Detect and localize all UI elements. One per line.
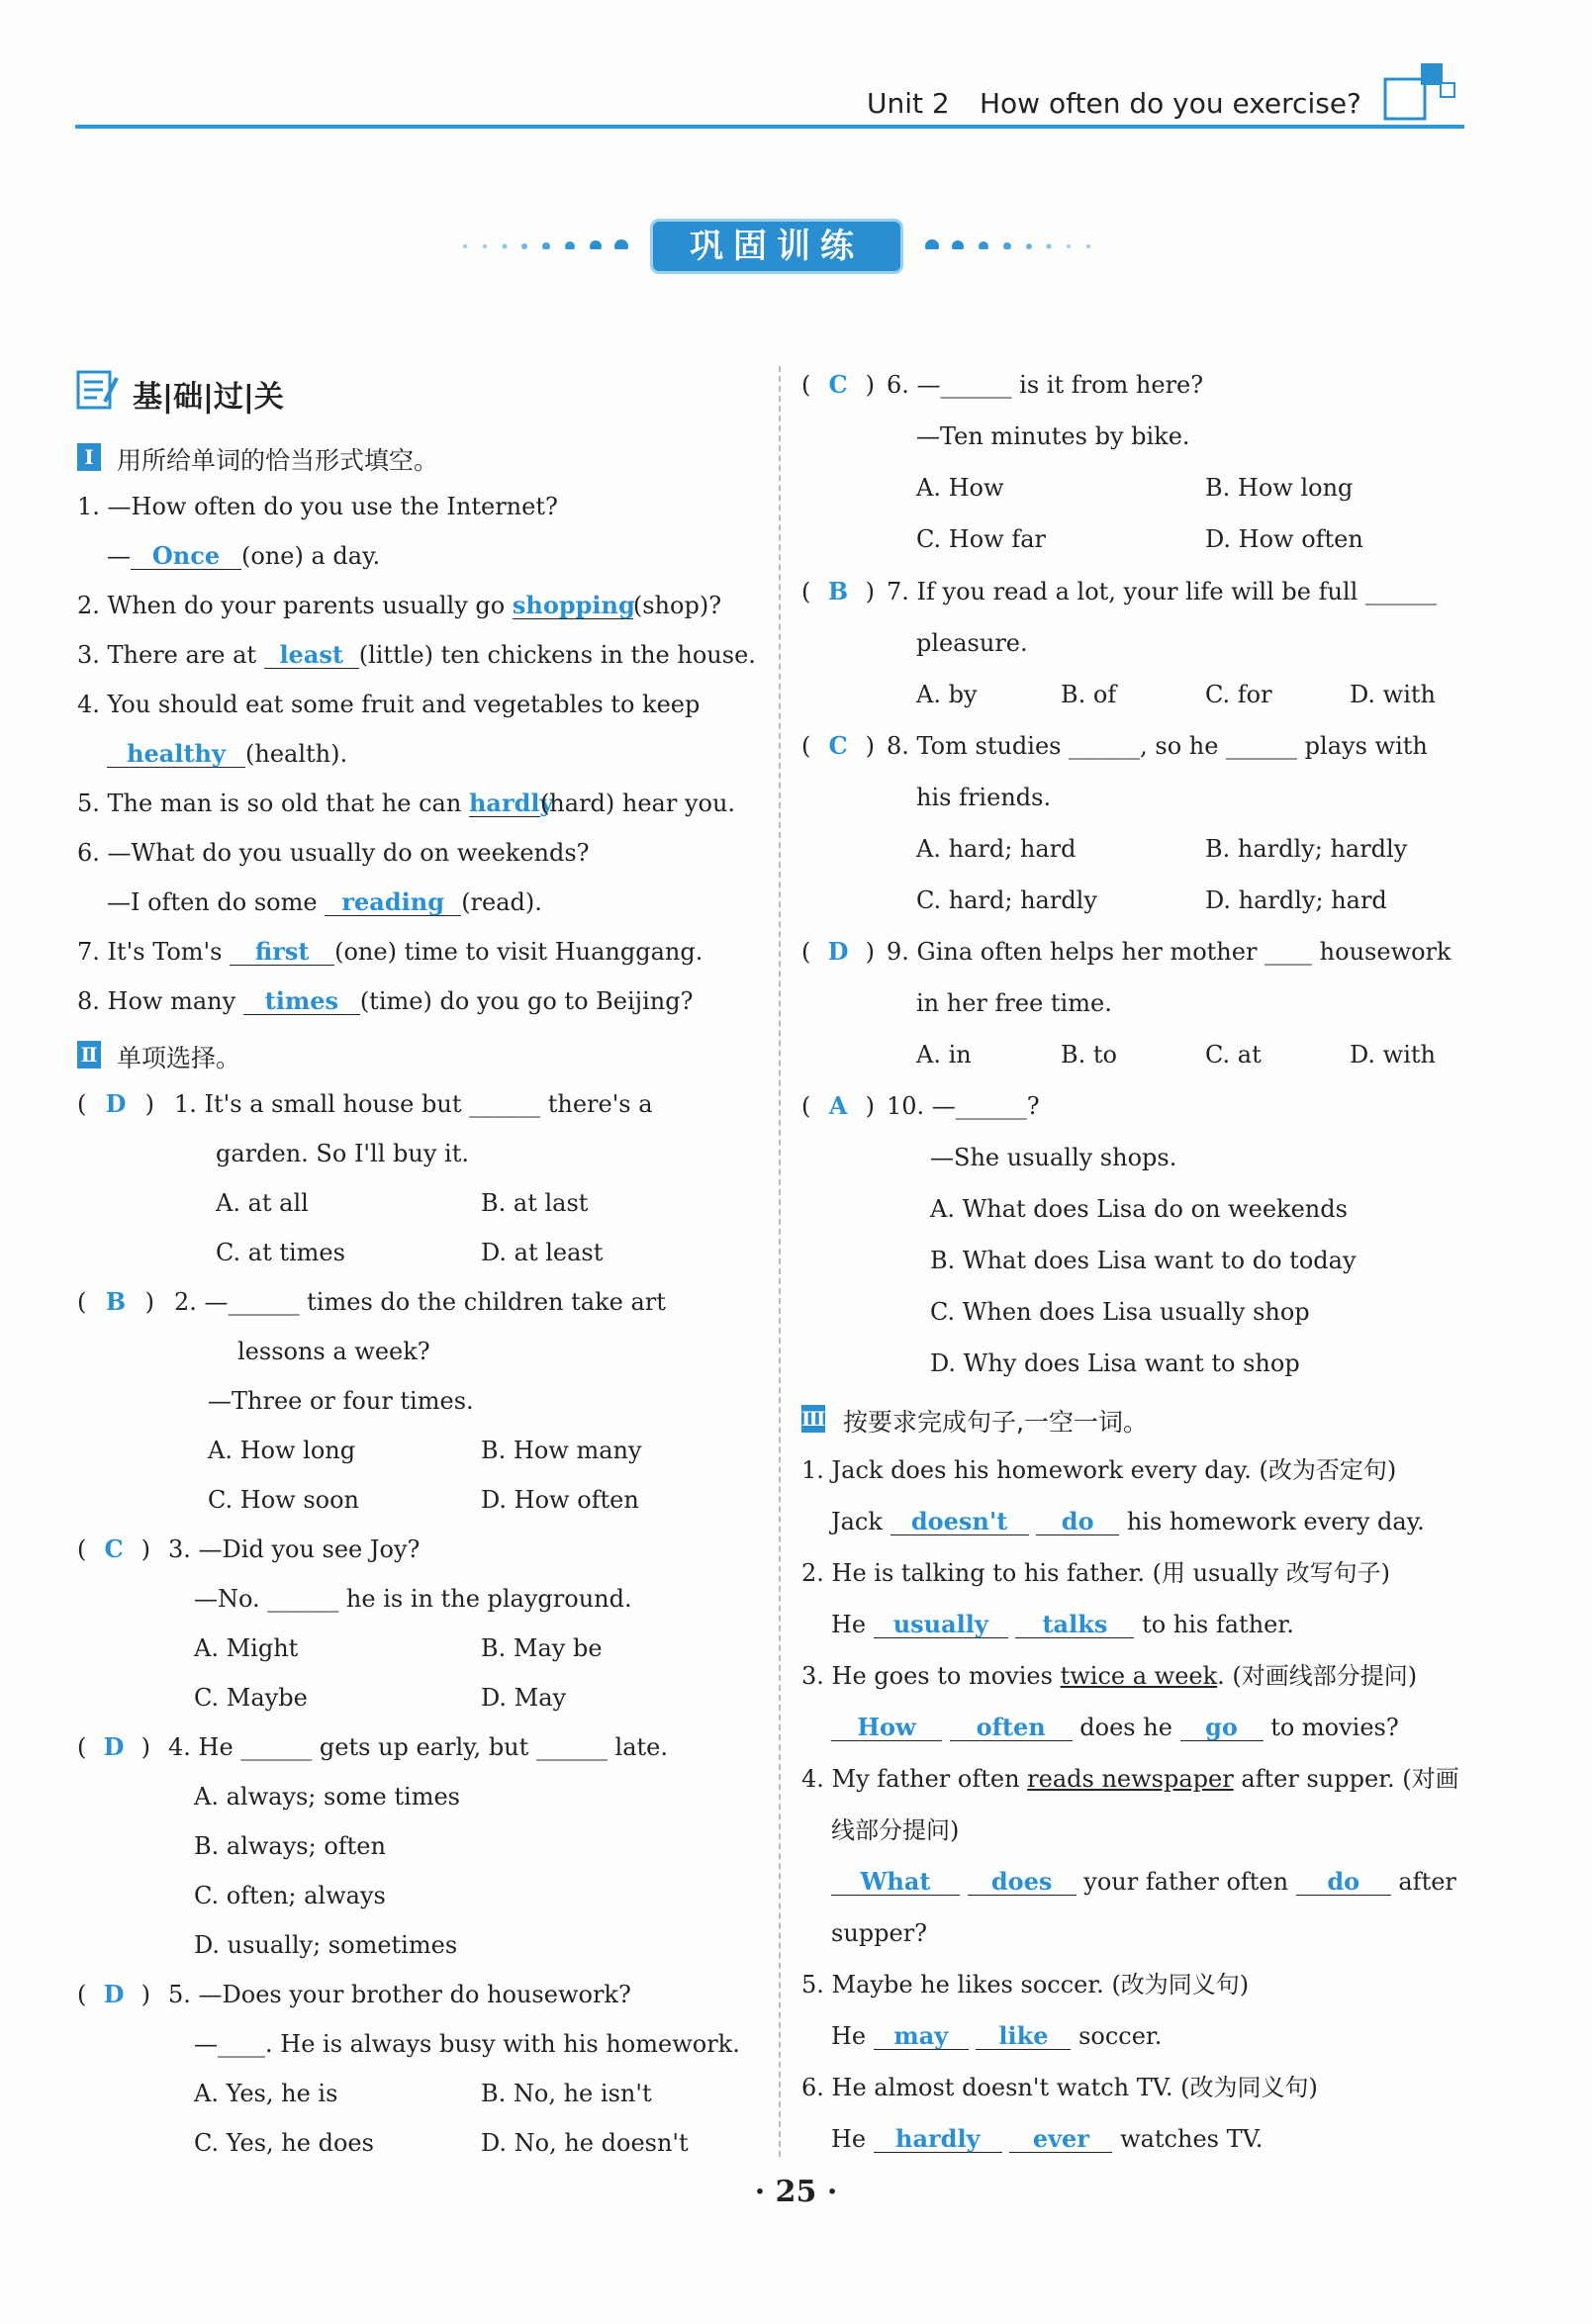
mc-q10-opt-c: C. When does Lisa usually shop xyxy=(930,1298,1310,1326)
mc-q7-opt-d: D. with xyxy=(1350,681,1436,708)
mc-q9-opt-d: D. with xyxy=(1350,1041,1436,1069)
p3-q1-post: his homework every day. xyxy=(1126,1508,1425,1535)
p3-q4-end: after xyxy=(1398,1868,1456,1896)
p1-q7-post: (one) time to visit Huanggang. xyxy=(334,938,703,966)
mc-q5b: —____. He is always busy with his homework. xyxy=(194,2030,740,2058)
p1-q6b-post: (read). xyxy=(461,888,542,916)
p1-q1a: 1. —How often do you use the Internet? xyxy=(77,493,558,520)
p3-q3-answer3: go xyxy=(1180,1715,1264,1741)
mc-q2c: —Three or four times. xyxy=(208,1387,474,1415)
p1-q2-pre: 2. When do your parents usually go xyxy=(77,592,506,619)
p1-q6a: 6. —What do you usually do on weekends? xyxy=(77,839,590,867)
part3-heading: 按要求完成句子,一空一词。 xyxy=(843,1408,1148,1437)
mc-q3a: 3. —Did you see Joy? xyxy=(168,1535,421,1563)
mc-q2a: 2. —______ times do the children take art xyxy=(174,1288,666,1316)
p3-q6-post: watches TV. xyxy=(1120,2125,1264,2153)
p3-q4-post: after supper. (对画 xyxy=(1241,1765,1459,1793)
p3-q5-pre: He xyxy=(831,2022,867,2050)
mc-q10-opt-a: A. What does Lisa do on weekends xyxy=(930,1195,1348,1223)
mc-q9-answer: D xyxy=(827,937,849,966)
mc-q2-opt-c: C. How soon xyxy=(208,1486,359,1514)
p3-q2-line xyxy=(831,1610,1294,1639)
mc-q7b: pleasure. xyxy=(916,629,1028,657)
mc-q5-opt-b: B. No, he isn't xyxy=(481,2080,652,2107)
mc-q2-answer: B xyxy=(105,1287,127,1316)
p1-q2-answer: shopping xyxy=(512,591,635,619)
mc-q6-opt-b: B. How long xyxy=(1205,474,1354,502)
mc-q9-opt-c: C. at xyxy=(1205,1041,1262,1069)
p3-q2-post: to his father. xyxy=(1142,1611,1294,1638)
mc-q3b: —No. ______ he is in the playground. xyxy=(194,1585,632,1613)
mc-q2-opt-d: D. How often xyxy=(481,1486,639,1514)
notebook-icon xyxy=(75,368,119,412)
mc-q5a: 5. —Does your brother do housework? xyxy=(168,1981,631,2008)
p1-q3-post: (little) ten chickens in the house. xyxy=(358,641,756,669)
p1-q7-pre: 7. It's Tom's xyxy=(77,938,223,966)
banner-title: 巩固训练 xyxy=(690,227,864,266)
mc-q6-bracket: ( C ) xyxy=(801,370,875,399)
banner-dots-left xyxy=(455,237,633,249)
banner-dots-right xyxy=(920,237,1098,249)
mc-q10-answer: A xyxy=(828,1091,848,1120)
p1-q5-answer: hardly xyxy=(468,789,554,817)
mc-q3-opt-c: C. Maybe xyxy=(194,1684,308,1712)
p3-q4-pre: 4. My father often xyxy=(801,1765,1020,1793)
p1-q8-answer: times xyxy=(243,988,360,1015)
mc-q7-answer: B xyxy=(827,577,849,605)
mc-q6a: 6. —______ is it from here? xyxy=(887,371,1204,399)
p1-q8-post: (time) do you go to Beijing? xyxy=(359,987,694,1015)
p3-q4-answer3: do xyxy=(1296,1869,1391,1896)
mc-q6-opt-d: D. How often xyxy=(1205,525,1363,553)
mc-q8-bracket: ( C ) xyxy=(801,731,875,760)
mc-q1-opt-c: C. at times xyxy=(216,1239,345,1266)
p3-q3-underlined: twice a week xyxy=(1060,1662,1218,1690)
p3-q2-answer2: talks xyxy=(1015,1612,1134,1638)
p1-q1b-pre: — xyxy=(107,542,131,570)
mc-q6-opt-c: C. How far xyxy=(916,525,1046,553)
p3-q6-answer1: hardly xyxy=(874,2126,1002,2153)
p3-q3-post: . (对画线部分提问) xyxy=(1217,1662,1418,1690)
p3-q4-line xyxy=(831,1867,1456,1897)
mc-q6-answer: C xyxy=(828,370,848,399)
p1-q1b-post: (one) a day. xyxy=(241,542,381,570)
page-number: · 25 · xyxy=(754,2175,838,2209)
mc-q8b: his friends. xyxy=(916,784,1052,811)
p1-q2 xyxy=(77,591,721,620)
p3-q3-end: to movies? xyxy=(1270,1714,1399,1741)
part2-roman: Ⅱ xyxy=(77,1041,101,1069)
mc-q4-bracket: ( D ) xyxy=(77,1732,150,1761)
mc-q1b: garden. So I'll buy it. xyxy=(216,1140,469,1167)
mc-q4-answer: D xyxy=(103,1732,125,1761)
p3-q4b: 线部分提问) xyxy=(831,1816,960,1844)
p1-q4b-post: (health). xyxy=(245,740,348,768)
mc-q10a: 10. —______? xyxy=(887,1092,1040,1120)
p1-q7 xyxy=(77,937,702,967)
unit-title: How often do you exercise? xyxy=(980,87,1361,120)
p1-q2-post: (shop)? xyxy=(632,592,722,619)
p3-q4-mid: your father often xyxy=(1083,1868,1289,1896)
part1-heading: 用所给单词的恰当形式填空。 xyxy=(117,446,439,475)
mc-q1a: 1. It's a small house but ______ there's a xyxy=(174,1090,653,1118)
p1-q4b xyxy=(107,739,347,769)
mc-q10-bracket: ( A ) xyxy=(801,1091,875,1120)
mc-q2b: lessons a week? xyxy=(237,1338,430,1365)
mc-q7-opt-a: A. by xyxy=(916,681,978,708)
mc-q8-opt-b: B. hardly; hardly xyxy=(1205,835,1408,863)
p1-q5-pre: 5. The man is so old that he can xyxy=(77,790,462,817)
p3-q3-line xyxy=(831,1713,1399,1742)
p3-q5-line xyxy=(831,2021,1162,2051)
mc-q8-opt-d: D. hardly; hard xyxy=(1205,886,1387,914)
p3-q2-answer1: usually xyxy=(874,1612,1008,1638)
mc-q4-opt-b: B. always; often xyxy=(194,1832,386,1860)
mc-q4a: 4. He ______ gets up early, but ______ late. xyxy=(168,1733,668,1761)
mc-q3-bracket: ( C ) xyxy=(77,1534,150,1563)
mc-q2-opt-a: A. How long xyxy=(208,1437,356,1464)
mc-q3-opt-b: B. May be xyxy=(481,1634,603,1662)
mc-q9-bracket: ( D ) xyxy=(801,937,875,966)
section-title-text: 基|础|过|关 xyxy=(133,380,284,415)
p1-q3-pre: 3. There are at xyxy=(77,641,257,669)
p1-q5 xyxy=(77,789,735,818)
mc-q10-opt-b: B. What does Lisa want to do today xyxy=(930,1247,1357,1274)
p3-q1-pre: Jack xyxy=(831,1508,883,1535)
p3-q2: 2. He is talking to his father. (用 usually 改写句子) xyxy=(801,1559,1391,1587)
mc-q1-bracket: ( D ) xyxy=(77,1089,154,1118)
p3-q3-mid: does he xyxy=(1079,1714,1172,1741)
mc-q3-opt-d: D. May xyxy=(481,1684,567,1712)
mc-q7-opt-b: B. of xyxy=(1061,681,1117,708)
p3-q1-line xyxy=(831,1507,1425,1536)
p1-q5-post: (hard) hear you. xyxy=(539,790,736,817)
mc-q10b: —She usually shops. xyxy=(930,1144,1177,1171)
p3-q3-answer1: How xyxy=(831,1715,942,1741)
p1-q8-pre: 8. How many xyxy=(77,987,236,1015)
header-squares-icon xyxy=(1381,57,1466,127)
banner xyxy=(643,216,910,277)
mc-q9b: in her free time. xyxy=(916,989,1112,1017)
unit-label: Unit 2 xyxy=(867,87,950,120)
p3-q1: 1. Jack does his homework every day. (改为否定句) xyxy=(801,1456,1397,1484)
mc-q7-opt-c: C. for xyxy=(1205,681,1272,708)
p3-q4-underlined: reads newspaper xyxy=(1027,1765,1234,1793)
p1-q6b-pre: —I often do some xyxy=(107,888,318,916)
p3-q4 xyxy=(801,1764,1459,1794)
mc-q8-opt-c: C. hard; hardly xyxy=(916,886,1097,914)
mc-q1-opt-a: A. at all xyxy=(216,1189,309,1217)
p3-q1-answer2: do xyxy=(1036,1509,1119,1535)
mc-q4-opt-d: D. usually; sometimes xyxy=(194,1931,458,1959)
p3-q6-answer2: ever xyxy=(1009,2126,1112,2153)
p1-q4a: 4. You should eat some fruit and vegetables to keep xyxy=(77,691,701,718)
p3-q5-answer2: like xyxy=(976,2023,1071,2050)
p1-q6b xyxy=(107,887,542,917)
p1-q6-answer: reading xyxy=(325,889,461,916)
p1-q4-answer: healthy xyxy=(107,741,245,768)
column-divider xyxy=(779,366,781,2157)
mc-q8a: 8. Tom studies ______, so he ______ plays with xyxy=(887,732,1428,760)
mc-q6b: —Ten minutes by bike. xyxy=(916,422,1190,450)
p3-q2-pre: He xyxy=(831,1611,867,1638)
mc-q5-opt-c: C. Yes, he does xyxy=(194,2129,374,2157)
mc-q5-opt-d: D. No, he doesn't xyxy=(481,2129,689,2157)
p1-q7-answer: first xyxy=(230,939,334,966)
mc-q2-bracket: ( B ) xyxy=(77,1287,154,1316)
mc-q5-bracket: ( D ) xyxy=(77,1980,150,2008)
p3-q4-answer1: What xyxy=(831,1869,960,1896)
p3-q4c: supper? xyxy=(831,1919,928,1947)
p3-q3-answer2: often xyxy=(950,1715,1073,1741)
p3-q6: 6. He almost doesn't watch TV. (改为同义句) xyxy=(801,2074,1318,2101)
mc-q3-answer: C xyxy=(104,1534,124,1563)
mc-q1-answer: D xyxy=(105,1089,127,1118)
p3-q6-line xyxy=(831,2124,1263,2154)
p3-q5: 5. Maybe he likes soccer. (改为同义句) xyxy=(801,1971,1250,1999)
p1-q1-answer: Once xyxy=(131,543,241,570)
p3-q4-answer2: does xyxy=(968,1869,1077,1896)
mc-q7a: 7. If you read a lot, your life will be full ______ xyxy=(887,578,1437,605)
p1-q3 xyxy=(77,640,756,670)
mc-q1-opt-b: B. at last xyxy=(481,1189,589,1217)
p3-q6-pre: He xyxy=(831,2125,867,2153)
p3-q5-post: soccer. xyxy=(1078,2022,1163,2050)
p3-q3 xyxy=(801,1661,1417,1691)
part1-roman: Ⅰ xyxy=(77,443,101,471)
mc-q2-opt-b: B. How many xyxy=(481,1437,642,1464)
mc-q9-opt-a: A. in xyxy=(916,1041,972,1069)
mc-q3-opt-a: A. Might xyxy=(194,1634,299,1662)
mc-q5-answer: D xyxy=(103,1980,125,2008)
mc-q5-opt-a: A. Yes, he is xyxy=(194,2080,338,2107)
p1-q3-answer: least xyxy=(264,642,359,669)
part2-heading: 单项选择。 xyxy=(117,1044,241,1072)
mc-q4-opt-a: A. always; some times xyxy=(194,1783,460,1811)
p3-q1-answer1: doesn't xyxy=(890,1509,1029,1535)
mc-q4-opt-c: C. often; always xyxy=(194,1882,386,1909)
mc-q8-answer: C xyxy=(828,731,848,760)
header-rule xyxy=(75,125,1464,129)
mc-q8-opt-a: A. hard; hard xyxy=(916,835,1077,863)
mc-q9-opt-b: B. to xyxy=(1061,1041,1117,1069)
mc-q10-opt-d: D. Why does Lisa want to shop xyxy=(930,1349,1300,1377)
part3-roman: Ⅲ xyxy=(801,1407,826,1431)
p1-q1b xyxy=(107,541,380,571)
mc-q7-bracket: ( B ) xyxy=(801,577,875,605)
mc-q9a: 9. Gina often helps her mother ____ housework xyxy=(887,938,1452,966)
p3-q3-pre: 3. He goes to movies xyxy=(801,1662,1053,1690)
mc-q6-opt-a: A. How xyxy=(916,474,1004,502)
p1-q8 xyxy=(77,986,693,1016)
mc-q1-opt-d: D. at least xyxy=(481,1239,604,1266)
p3-q5-answer1: may xyxy=(874,2023,969,2050)
